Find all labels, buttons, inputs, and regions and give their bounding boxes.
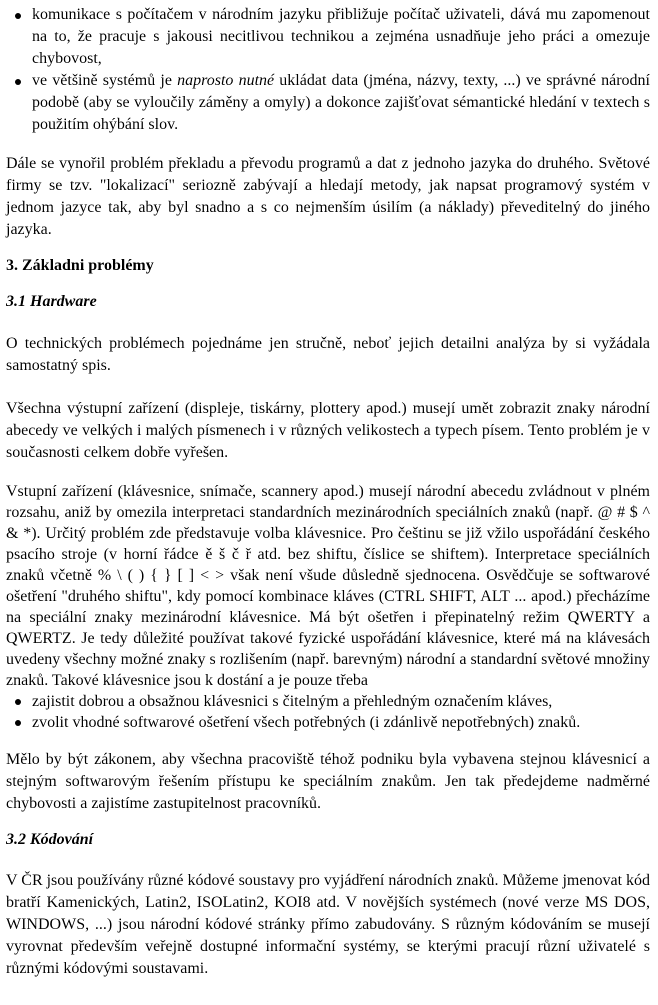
- paragraph-workplace-law: Mělo by být zákonem, aby všechna pracoviště téhož podniku byla vybavena stejnou klávesnicí a stejným softwarovým řešením přístupu ke speciálním znakům. Jen tak předejdeme nadměrné chybovosti a zajistíme zastupitelnost pracovníků.: [6, 751, 650, 812]
- bullet-text: [32, 72, 650, 133]
- heading-encoding: 3.2 Kódování: [6, 831, 94, 848]
- paragraph-output-devices: Všechna výstupní zařízení (displeje, tiskárny, plottery apod.) musejí umět zobrazit znaky národní abecedy ve velkých i malých písmenech i v různých velikostech a typech písem. Tento problém je v současnosti celkem dobře vyřešen.: [6, 400, 650, 461]
- bullet-text: zajistit dobrou a obsažnou klávesnici s čitelným a přehledným označením kláves,: [32, 693, 553, 710]
- bullet-text-emphasis: naprosto nutné: [177, 72, 275, 89]
- bullet-text: zvolit vhodné softwarové ošetření všech potřebných (i zdánlivě nepotřebných) znaků.: [32, 714, 581, 731]
- bullet-text: komunikace s počítačem v národním jazyku přibližuje počítač uživateli, dává mu zapomenout na to, že pracuje s jakousi necitlivou technikou a zejména usnadňuje jeho práci a omezuje chybovost,: [32, 6, 650, 67]
- list-item: [6, 691, 650, 712]
- bullet-icon: [15, 13, 21, 19]
- bullet-icon: [15, 720, 21, 726]
- paragraph-input-devices: Vstupní zařízení (klávesnice, snímače, scannery apod.) musejí národní abecedu zvládnout v plném rozsahu, aniž by omezila interpretaci standardních mezinárodních speciálních znaků (např. @ # $ ^ & *). Určitý problém zde představuje volba klávesnice. Pro češtinu se již vžilo uspořádání českého psacího stroje (v horní řádce ě š č ř atd. bez shiftu, číslice se shiftem). Interpretace speciálních znaků včetně % \ ( ) { } [ ] < > však není všude důsledně sjednocena. Osvědčuje se softwarové ošetření "druhého shiftu", kdy pomocí kombinace kláves (CTRL SHIFT, ALT ... apod.) přecházíme na speciální znaky mezinárodní klávesnice. Má být ošetřen i přepinatelný režim QWERTY a QWERTZ. Je tedy důležité používat takové fyzické uspořádání klávesnice, které má na klávesách uvedeny všechny možné znaky s rozlišením (např. barevným) národní a standardní světové množiny znaků. Takové klávesnice jsou k dostání a je pouze třeba: [6, 483, 650, 689]
- paragraph-localization: Dále se vynořil problém překladu a převodu programů a dat z jednoho jazyka do druhého. Světové firmy se tzv. "lokalizací" seriozně zabývají a hledají metody, jak napsat programový systém v jednom jazyce tak, aby byl snadno a s co nejmenším úsilím (a náklady) převeditelný do jiného jazyka.: [6, 155, 650, 238]
- intro-bullet-list: [6, 4, 650, 136]
- heading-basic-problems: 3. Základni problémy: [6, 257, 154, 274]
- paragraph-hardware-intro: O technických problémech pojednáme jen stručně, neboť jejich detailni analýza by si vyžádala samostatný spis.: [6, 335, 650, 374]
- list-item: [6, 712, 650, 733]
- list-item: [6, 4, 650, 70]
- heading-hardware: 3.1 Hardware: [6, 293, 97, 310]
- bullet-text-segment: ve většině systémů je: [32, 72, 178, 89]
- bullet-icon: [15, 79, 21, 85]
- bullet-icon: [15, 699, 21, 705]
- bullet-text-segment: ukládat data (jména, názvy, texty, ...) ve správné národní podobě (aby se vyloučily záměny a omyly) a dokonce zajišťovat sémantické hledání v textech s použitím ohýbání slov.: [32, 72, 650, 133]
- list-item: [6, 70, 650, 136]
- paragraph-encoding: V ČR jsou používány různé kódové soustavy pro vyjádření národních znaků. Můžeme jmenovat kód bratří Kamenických, Latin2, ISOLatin2, KOI8 atd. V novějších systémech (nové verze MS DOS, WINDOWS, ...) jsou národní kódové stránky přímo zabudovány. S různým kódováním se musejí vyrovnat především veřejně dostupné informační systémy, se kterými pracují různí uživatelé s různými kódovými soustavami.: [6, 872, 651, 977]
- keyboard-bullet-list: [6, 691, 650, 733]
